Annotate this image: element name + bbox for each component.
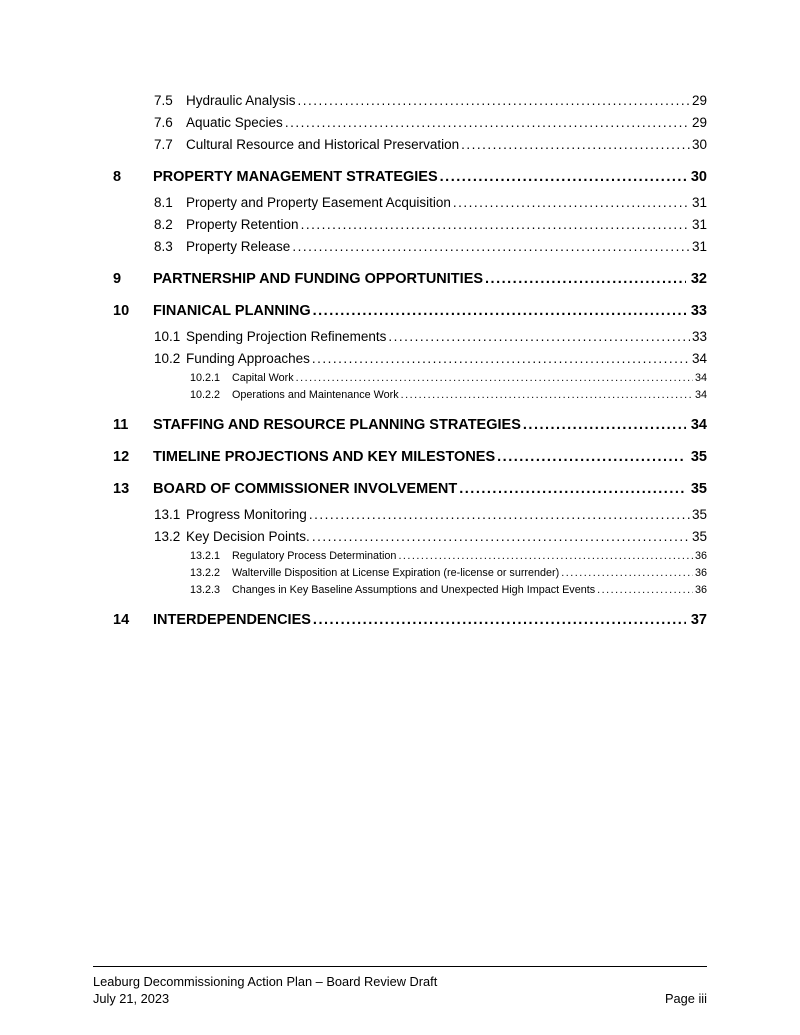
toc-entry-title: FINANICAL PLANNING <box>153 303 311 319</box>
toc-entry-number: 8.3 <box>154 239 173 254</box>
toc-entry-number: 13.1 <box>154 507 181 522</box>
toc-leader-dots <box>401 387 693 404</box>
toc-entry[interactable] <box>113 565 707 582</box>
page-footer <box>93 966 707 1007</box>
toc-leader-dots <box>497 446 686 468</box>
toc-entry[interactable] <box>113 192 707 214</box>
toc-entry-page: 34 <box>691 351 707 366</box>
toc-leader-dots <box>597 582 693 599</box>
toc-entry-number: 12 <box>113 449 130 465</box>
toc-entry[interactable] <box>113 478 707 500</box>
toc-entry[interactable] <box>113 387 707 404</box>
toc-entry[interactable] <box>113 414 707 436</box>
toc-entry-page: 31 <box>691 217 707 232</box>
toc-entry-number: 8.1 <box>154 195 173 210</box>
toc-entry-number: 9 <box>113 271 122 287</box>
toc-entry[interactable] <box>113 526 707 548</box>
toc-entry-title: Property Release <box>186 239 291 254</box>
toc-entry-page: 30 <box>690 169 707 185</box>
toc-entry-number: 13.2.1 <box>190 550 221 562</box>
toc-leader-dots <box>313 300 686 322</box>
toc-leader-dots <box>301 214 690 236</box>
toc-entry-title: Capital Work <box>232 372 294 384</box>
toc-leader-dots <box>312 526 690 548</box>
toc-entry-page: 37 <box>690 612 707 628</box>
toc-entry-number: 10.2 <box>154 351 181 366</box>
toc-entry-title: BOARD OF COMMISSIONER INVOLVEMENT <box>153 481 458 497</box>
toc-entry-title: Property and Property Easement Acquisition <box>186 195 451 210</box>
toc-entry-page: 35 <box>691 507 707 522</box>
toc-entry-title: Operations and Maintenance Work <box>232 389 399 401</box>
toc-entry-number: 7.5 <box>154 93 173 108</box>
toc-leader-dots <box>309 504 690 526</box>
toc-entry-title: Spending Projection Refinements <box>186 329 387 344</box>
toc-entry-page: 36 <box>694 567 707 579</box>
toc-entry-title: PARTNERSHIP AND FUNDING OPPORTUNITIES <box>153 271 484 287</box>
toc-leader-dots <box>298 90 690 112</box>
toc-entry-page: 29 <box>691 93 707 108</box>
toc-entry-number: 13.2.3 <box>190 584 221 596</box>
toc-entry[interactable] <box>113 446 707 468</box>
toc-entry-title: TIMELINE PROJECTIONS AND KEY MILESTONES <box>153 449 496 465</box>
toc-entry-number: 14 <box>113 612 130 628</box>
toc-entry-page: 31 <box>691 239 707 254</box>
toc-entry-number: 13.2.2 <box>190 567 221 579</box>
toc-entry-page: 36 <box>694 550 707 562</box>
toc-leader-dots <box>313 609 686 631</box>
toc-entry-page: 35 <box>690 449 707 465</box>
toc-entry-number: 11 <box>113 417 129 433</box>
toc-entry-page: 34 <box>690 417 707 433</box>
toc-leader-dots <box>485 268 686 290</box>
toc-entry-title: Funding Approaches <box>186 351 310 366</box>
toc-entry-title: Cultural Resource and Historical Preservation <box>186 137 460 152</box>
toc-entry-page: 31 <box>691 195 707 210</box>
toc-entry-number: 10.2.1 <box>190 372 221 384</box>
toc-entry-page: 34 <box>694 389 707 401</box>
toc-leader-dots <box>312 348 690 370</box>
toc-entry-title: Regulatory Process Determination <box>232 550 397 562</box>
toc-entry-number: 8.2 <box>154 217 173 232</box>
toc-leader-dots <box>459 478 686 500</box>
toc-entry[interactable] <box>113 370 707 387</box>
toc-entry-number: 7.6 <box>154 115 173 130</box>
toc-entry[interactable] <box>113 548 707 565</box>
toc-entry-page: 30 <box>691 137 707 152</box>
table-of-contents <box>113 90 707 635</box>
toc-entry-number: 10.1 <box>154 329 181 344</box>
toc-entry-title: Aquatic Species <box>186 115 283 130</box>
footer-page-number: Page iii <box>665 991 707 1006</box>
toc-entry-number: 7.7 <box>154 137 173 152</box>
toc-leader-dots <box>292 236 690 258</box>
toc-leader-dots <box>285 112 690 134</box>
toc-entry-title: Progress Monitoring <box>186 507 307 522</box>
toc-entry[interactable] <box>113 326 707 348</box>
toc-leader-dots <box>523 414 686 436</box>
toc-leader-dots <box>398 548 693 565</box>
toc-entry-page: 35 <box>691 529 707 544</box>
toc-leader-dots <box>461 134 690 156</box>
toc-entry-title: PROPERTY MANAGEMENT STRATEGIES <box>153 169 438 185</box>
toc-leader-dots <box>561 565 693 582</box>
toc-entry-number: 13 <box>113 481 130 497</box>
toc-entry[interactable] <box>113 504 707 526</box>
toc-entry-number: 10 <box>113 303 130 319</box>
toc-entry[interactable] <box>113 214 707 236</box>
toc-entry-title: Changes in Key Baseline Assumptions and Unexpected High Impact Events <box>232 584 596 596</box>
toc-entry[interactable] <box>113 348 707 370</box>
toc-entry-page: 35 <box>690 481 707 497</box>
toc-entry-page: 36 <box>694 584 707 596</box>
toc-entry[interactable] <box>113 112 707 134</box>
toc-entry[interactable] <box>113 90 707 112</box>
toc-entry[interactable] <box>113 609 707 631</box>
toc-entry-number: 8 <box>113 169 122 185</box>
toc-leader-dots <box>296 370 693 387</box>
toc-entry-number: 13.2 <box>154 529 181 544</box>
toc-entry-page: 33 <box>691 329 707 344</box>
toc-entry-page: 32 <box>690 271 707 287</box>
toc-entry-title: Key Decision Points. <box>186 529 310 544</box>
toc-entry[interactable] <box>113 300 707 322</box>
toc-entry-title: Hydraulic Analysis <box>186 93 296 108</box>
footer-date: July 21, 2023 <box>93 991 170 1006</box>
toc-entry-page: 29 <box>691 115 707 130</box>
toc-entry-title: Walterville Disposition at License Expiration (re-license or surrender) <box>232 567 560 579</box>
toc-entry[interactable] <box>113 236 707 258</box>
toc-entry-title: STAFFING AND RESOURCE PLANNING STRATEGIES <box>153 417 521 433</box>
toc-leader-dots <box>453 192 690 214</box>
toc-entry[interactable] <box>113 268 707 290</box>
toc-entry-page: 33 <box>690 303 707 319</box>
toc-leader-dots <box>440 166 686 188</box>
toc-entry-title: INTERDEPENDENCIES <box>153 612 311 628</box>
toc-leader-dots <box>388 326 690 348</box>
toc-entry-title: Property Retention <box>186 217 299 232</box>
footer-doc-title: Leaburg Decommissioning Action Plan – Board Review Draft <box>93 974 438 989</box>
toc-entry[interactable] <box>113 582 707 599</box>
toc-entry[interactable] <box>113 166 707 188</box>
toc-entry-page: 34 <box>694 372 707 384</box>
toc-entry-number: 10.2.2 <box>190 389 221 401</box>
toc-entry[interactable] <box>113 134 707 156</box>
